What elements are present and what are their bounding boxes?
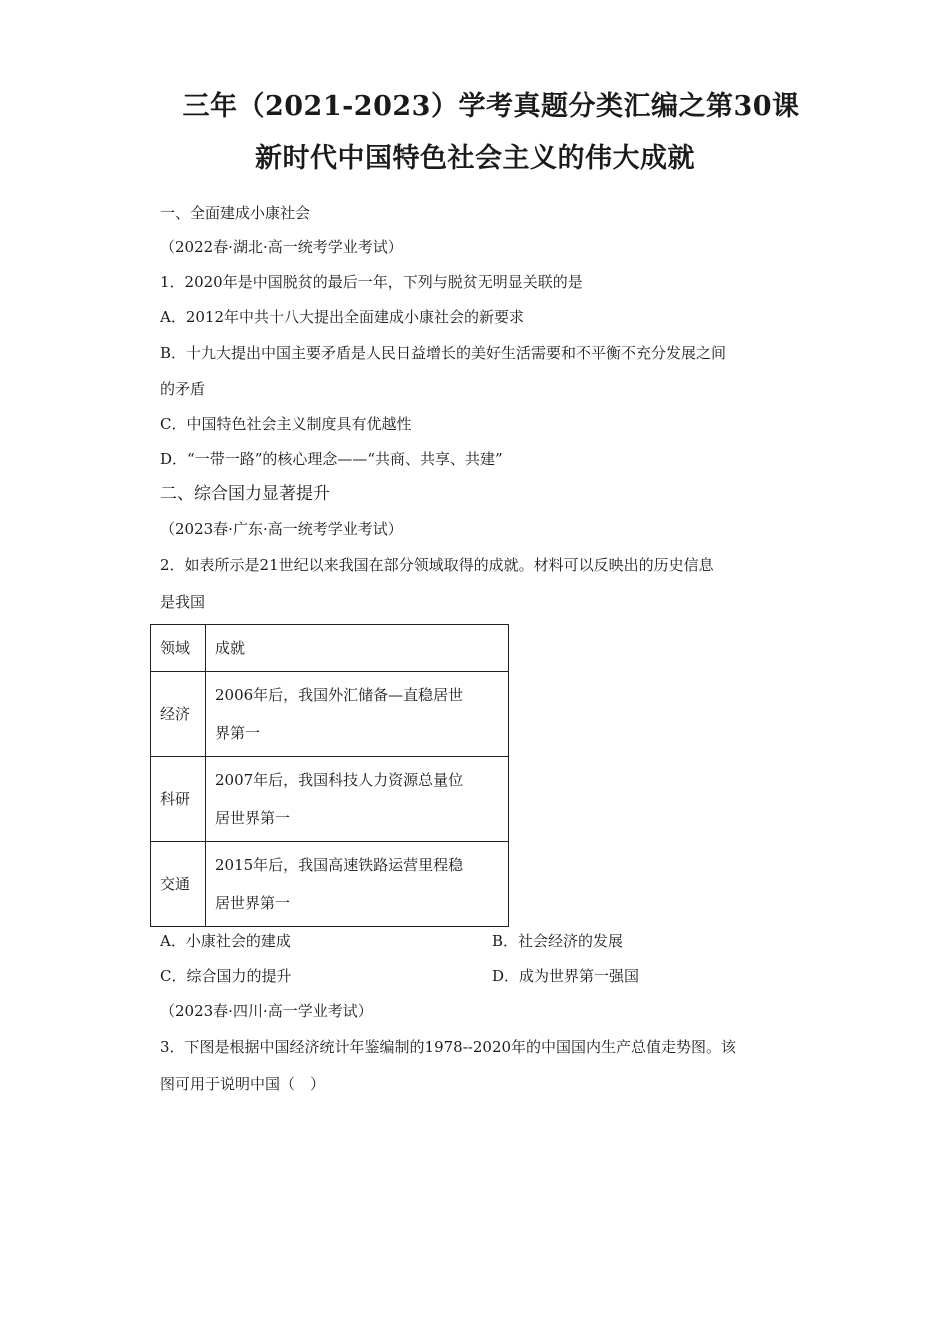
question2-stem-line1: 2．如表所示是21世纪以来我国在部分领域取得的成就。材料可以反映出的历史信息 <box>160 556 714 574</box>
table-cell-achievement <box>206 672 509 757</box>
question3-stem-line1: 3．下图是根据中国经济统计年鉴编制的1978--2020年的中国国内生产总值走势图。该 <box>160 1038 737 1056</box>
question1-option-d: D．“一带一路”的核心理念——“共商、共享、共建” <box>160 450 503 468</box>
achievement-line2: 居世界第一 <box>215 809 291 827</box>
table-cell-achievement <box>206 757 509 842</box>
question1-option-a: A．2012年中共十八大提出全面建成小康社会的新要求 <box>160 308 525 326</box>
question3-stem-line2: 图可用于说明中国（ ） <box>160 1075 326 1093</box>
document-title-line1: 三年（2021-2023）学考真题分类汇编之第30课 <box>182 91 800 122</box>
question3-source: （2023春·四川·高一学业考试） <box>160 1002 373 1020</box>
achievements-table <box>150 624 509 927</box>
question2-source: （2023春·广东·高一统考学业考试） <box>160 520 403 538</box>
section1-heading: 一、全面建成小康社会 <box>160 204 311 222</box>
question2-option-c: C．综合国力的提升 <box>160 967 292 985</box>
table-header-achievement: 成就 <box>206 625 509 672</box>
question1-source: （2022春·湖北·高一统考学业考试） <box>160 238 403 256</box>
table-cell-field: 经济 <box>151 672 206 757</box>
question2-option-d: D．成为世界第一强国 <box>492 967 640 985</box>
question1-stem: 1．2020年是中国脱贫的最后一年，下列与脱贫无明显关联的是 <box>160 273 583 291</box>
question2-option-b: B．社会经济的发展 <box>492 932 624 950</box>
achievement-line1: 2015年后，我国高速铁路运营里程稳 <box>215 856 464 874</box>
document-title-line2: 新时代中国特色社会主义的伟大成就 <box>255 143 695 174</box>
table-row <box>151 757 509 842</box>
achievement-line2: 界第一 <box>215 724 261 742</box>
table-cell-field: 交通 <box>151 842 206 927</box>
table-row <box>151 672 509 757</box>
question2-option-a: A．小康社会的建成 <box>160 932 291 950</box>
section2-heading: 二、综合国力显著提升 <box>160 484 330 504</box>
achievement-line2: 居世界第一 <box>215 894 291 912</box>
table-row <box>151 842 509 927</box>
achievement-line1: 2006年后，我国外汇储备—直稳居世 <box>215 686 464 704</box>
question1-option-b: B．十九大提出中国主要矛盾是人民日益增长的美好生活需要和不平衡不充分发展之间 <box>160 344 727 362</box>
table-cell-field: 科研 <box>151 757 206 842</box>
achievement-line1: 2007年后，我国科技人力资源总量位 <box>215 771 464 789</box>
question1-option-b-cont: 的矛盾 <box>160 380 206 398</box>
table-header-field: 领域 <box>151 625 206 672</box>
table-header-row <box>151 625 509 672</box>
question2-stem-line2: 是我国 <box>160 593 206 611</box>
table-cell-achievement <box>206 842 509 927</box>
question1-option-c: C．中国特色社会主义制度具有优越性 <box>160 415 412 433</box>
